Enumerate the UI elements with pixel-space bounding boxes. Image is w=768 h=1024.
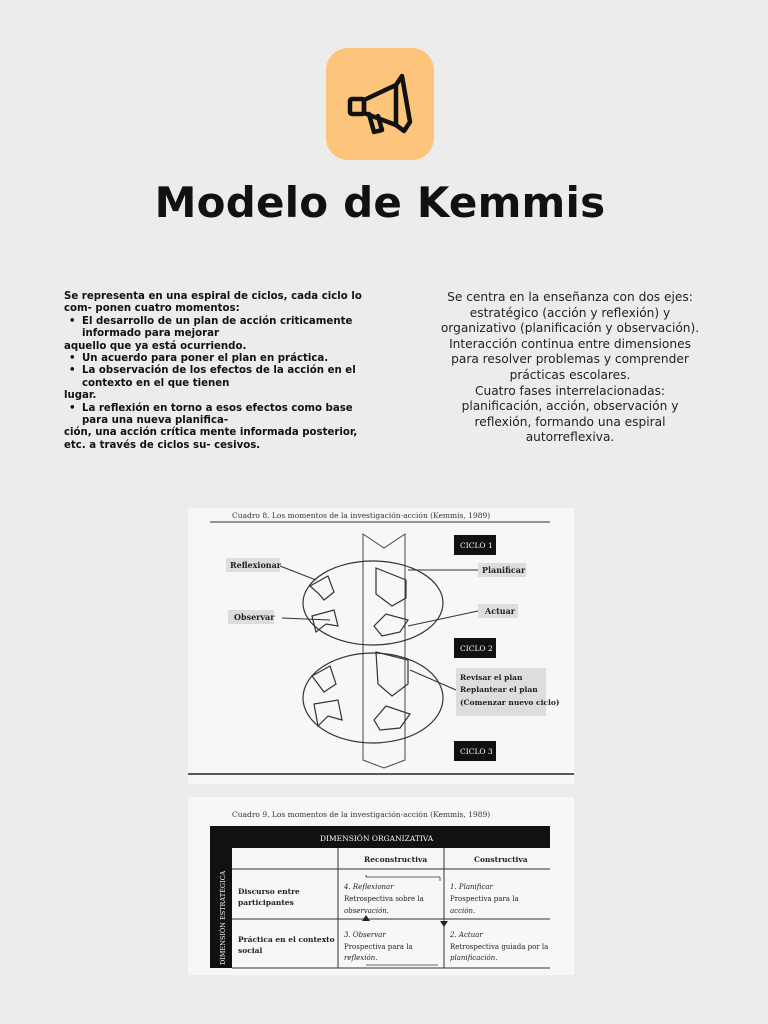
bullet-1: • El desarrollo de un plan de acción criticamente informado para mejorar bbox=[64, 316, 382, 341]
cell-planificar: 1. Planificar bbox=[450, 883, 493, 891]
bullet-2: • Un acuerdo para poner el plan en práctica. bbox=[64, 353, 382, 365]
label-revisar-plan: Revisar el plan bbox=[460, 673, 523, 682]
col-reconstructiva: Reconstructiva bbox=[364, 855, 428, 864]
dimension-table bbox=[188, 797, 574, 975]
cell-actuar: 2. Actuar bbox=[450, 931, 483, 939]
figure-cuadro-9 bbox=[188, 797, 574, 975]
row-social: social bbox=[238, 946, 263, 955]
row-practica: Práctica en el contexto bbox=[238, 935, 335, 944]
cell-actuar-obj: planificación. bbox=[450, 954, 498, 962]
right-paragraph-1: Se centra en la enseñanza con dos ejes: estratégico (acción y reflexión) y organizativo (planificación y observación). bbox=[440, 290, 700, 336]
cell-actuar-desc: Retrospectiva guiada por la bbox=[450, 943, 549, 951]
bullet-1-cont: aquello que ya está ocurriendo. bbox=[64, 340, 247, 352]
label-ciclo-3: CICLO 3 bbox=[460, 747, 493, 756]
cell-observar: 3. Observar bbox=[344, 931, 386, 939]
right-paragraph-3: Cuatro fases interrelacionadas: planificación, acción, observación y reflexión, formando una espiral autorreflexiva. bbox=[461, 383, 679, 445]
cell-reflexionar: 4. Reflexionar bbox=[344, 883, 394, 891]
label-ciclo-1: CICLO 1 bbox=[460, 541, 493, 550]
figure1-caption: Cuadro 8. Los momentos de la investigación-acción (Kemmis, 1989) bbox=[232, 511, 491, 520]
label-planificar: Planificar bbox=[482, 565, 526, 575]
figure-cuadro-8 bbox=[188, 508, 574, 784]
bullet-3-cont: lugar. bbox=[64, 390, 97, 402]
label-actuar: Actuar bbox=[485, 606, 515, 616]
label-comenzar-ciclo: (Comenzar nuevo ciclo) bbox=[460, 698, 560, 707]
bullet-4-cont: ción, una acción crítica mente informada posterior, etc. a través de ciclos su- cesivos. bbox=[64, 427, 358, 451]
col-constructiva: Constructiva bbox=[474, 855, 528, 864]
bullet-3: • La observación de los efectos de la acción en el contexto en el que tienen bbox=[64, 365, 382, 390]
megaphone-icon-tile bbox=[326, 48, 434, 160]
cell-observar-desc: Prospectiva para la bbox=[344, 943, 413, 951]
spiral-diagram bbox=[188, 508, 574, 784]
left-text-column bbox=[64, 291, 382, 452]
cell-planificar-desc: Prospectiva para la bbox=[450, 895, 519, 903]
cell-planificar-obj: acción. bbox=[450, 907, 476, 915]
dim-estrategica: DIMENSIÓN ESTRATÉGICA bbox=[219, 870, 227, 965]
left-intro: Se representa en una espiral de ciclos, cada ciclo lo com- ponen cuatro momentos: bbox=[64, 291, 362, 315]
label-reflexionar: Reflexionar bbox=[230, 560, 282, 570]
cell-reflexionar-desc: Retrospectiva sobre la bbox=[344, 895, 424, 903]
bullet-4: • La reflexión en torno a esos efectos como base para una nueva planifica- bbox=[64, 403, 382, 428]
cell-observar-obj: reflexión. bbox=[344, 954, 378, 962]
cell-reflexionar-obj: observación. bbox=[344, 907, 390, 915]
megaphone-icon bbox=[326, 48, 434, 160]
right-paragraph-2: Interacción continua entre dimensiones para resolver problemas y comprender prácticas escolares. bbox=[449, 336, 691, 382]
dim-organizativa: DIMENSIÓN ORGANIZATIVA bbox=[320, 834, 434, 843]
figure2-caption: Cuadro 9. Los momentos de la investigación-acción (Kemmis, 1989) bbox=[232, 810, 491, 819]
row-discurso: Discurso entre bbox=[238, 887, 300, 896]
label-observar: Observar bbox=[234, 612, 275, 622]
right-text-column bbox=[434, 290, 706, 446]
row-participantes: participantes bbox=[238, 898, 294, 907]
label-ciclo-2: CICLO 2 bbox=[460, 644, 493, 653]
label-replantear-plan: Replantear el plan bbox=[460, 685, 538, 694]
page-title: Modelo de Kemmis bbox=[154, 178, 606, 227]
